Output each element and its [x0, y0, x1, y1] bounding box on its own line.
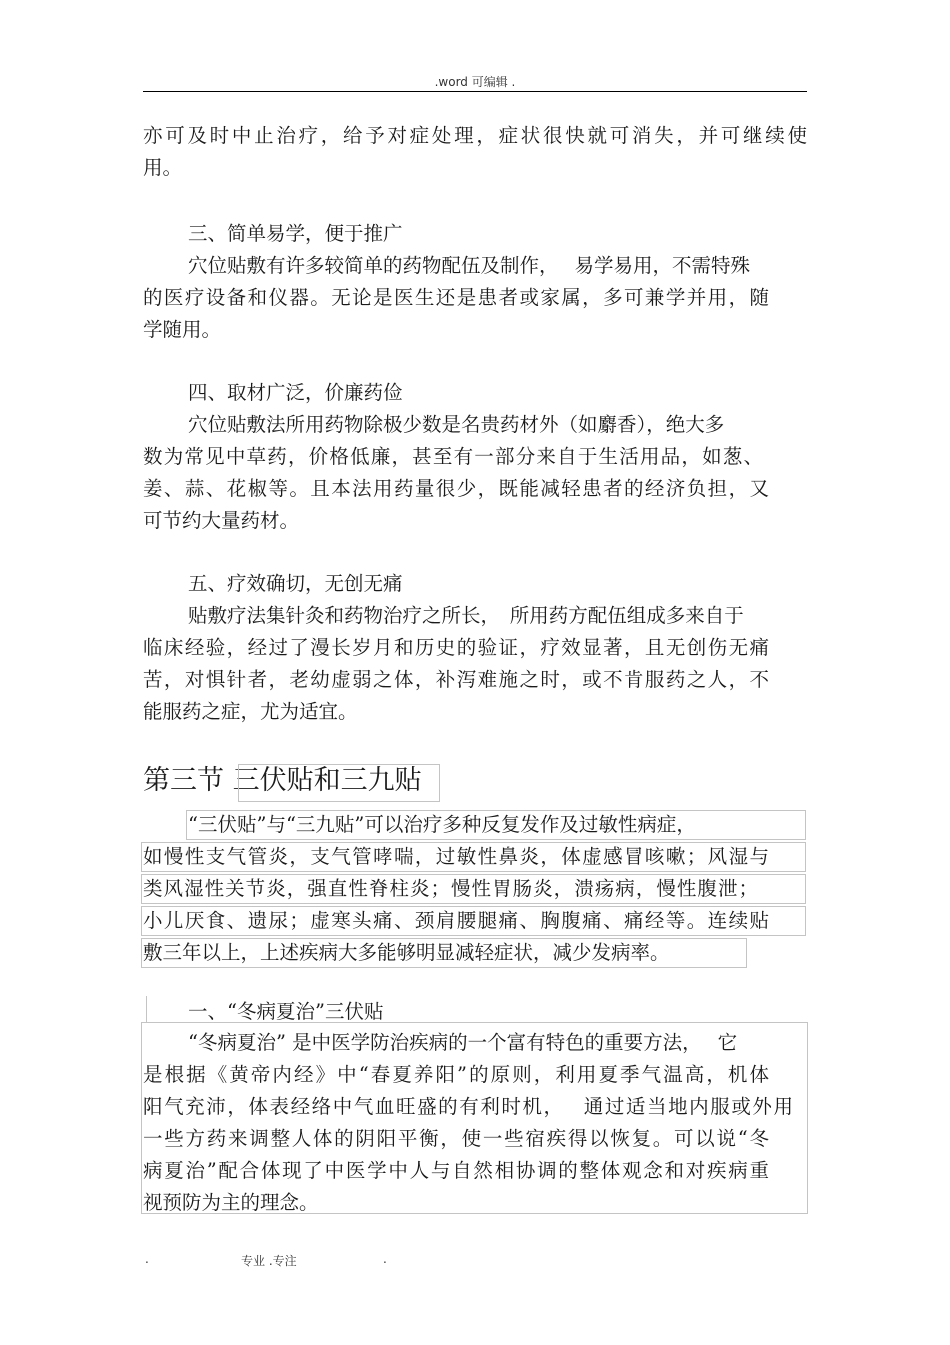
paragraph-line: 是根据《黄帝内经》中“春夏养阳”的原则，利用夏季气温高，机体 [143, 1063, 769, 1086]
section-heading: 第三节 三伏贴和三九贴 [143, 765, 422, 796]
footer-right-mark: . [383, 1252, 387, 1266]
header-rule [143, 91, 807, 92]
paragraph-line: 类风湿性关节炎，强直性脊柱炎；慢性胃肠炎，溃疡病，慢性腹泄； [143, 877, 758, 900]
paragraph-line: 穴位贴敷有许多较简单的药物配伍及制作， 易学易用，不需特殊 [188, 254, 750, 277]
paragraph-line: 亦可及时中止治疗，给予对症处理，症状很快就可消失，并可继续使 [143, 124, 807, 147]
paragraph-line: “三伏贴”与“三九贴”可以治疗多种反复发作及过敏性病症， [188, 813, 696, 836]
paragraph-line: 苦，对惧针者，老幼虚弱之体，补泻难施之时，或不肯服药之人，不 [143, 668, 769, 691]
section-title: 四、取材广泛，价廉药俭 [188, 381, 403, 404]
paragraph-line: 姜、蒜、花椒等。且本法用药量很少，既能减轻患者的经济负担，又 [143, 477, 769, 500]
footer-left-mark: . [145, 1252, 149, 1266]
section-title: 一、“冬病夏治”三伏贴 [188, 1000, 384, 1023]
paragraph-line: 穴位贴敷法所用药物除极少数是名贵药材外（如麝香），绝大多 [188, 413, 725, 436]
paragraph-line: 数为常见中草药，价格低廉，甚至有一部分来自于生活用品，如葱、 [143, 445, 763, 468]
paragraph-line: 临床经验，经过了漫长岁月和历史的验证，疗效显著，且无创伤无痛 [143, 636, 769, 659]
paragraph-line: 贴敷疗法集针灸和药物治疗之所长， 所用药方配伍组成多来自于 [188, 604, 744, 627]
paragraph-line: 小儿厌食、遗尿；虚寒头痛、颈肩腰腿痛、胸腹痛、痛经等。连续贴 [143, 909, 769, 932]
paragraph-line: 可节约大量药材。 [143, 509, 300, 532]
paragraph-line: 学随用。 [143, 318, 222, 341]
section-title: 三、简单易学，便于推广 [188, 222, 403, 245]
paragraph-line: 一些方药来调整人体的阴阳平衡，使一些宿疾得以恢复。可以说“冬 [143, 1127, 769, 1150]
section-title: 五、疗效确切，无创无痛 [188, 572, 403, 595]
paragraph-line: 病夏治”配合体现了中医学中人与自然相协调的整体观念和对疾病重 [143, 1159, 769, 1182]
paragraph-line: 如慢性支气管炎，支气管哮喘，过敏性鼻炎，体虚感冒咳嗽；风湿与 [143, 845, 769, 868]
paragraph-line: 能服药之症，尤为适宜。 [143, 700, 358, 723]
paragraph-line: 视预防为主的理念。 [143, 1191, 319, 1214]
paragraph-line: 用。 [143, 156, 183, 179]
footer-text: 专业 .专注 [241, 1254, 297, 1268]
paragraph-line: 的医疗设备和仪器。无论是医生还是患者或家属，多可兼学并用，随 [143, 286, 769, 309]
paragraph-line: 阳气充沛，体表经络中气血旺盛的有利时机， 通过适当地内服或外用 [143, 1095, 793, 1118]
paragraph-line: “冬病夏治” 是中医学防治疾病的一个富有特色的重要方法， 它 [188, 1031, 738, 1054]
paragraph-line: 敷三年以上，上述疾病大多能够明显减轻症状，减少发病率。 [143, 941, 670, 964]
header-text: .word 可编辑 . [434, 75, 516, 89]
